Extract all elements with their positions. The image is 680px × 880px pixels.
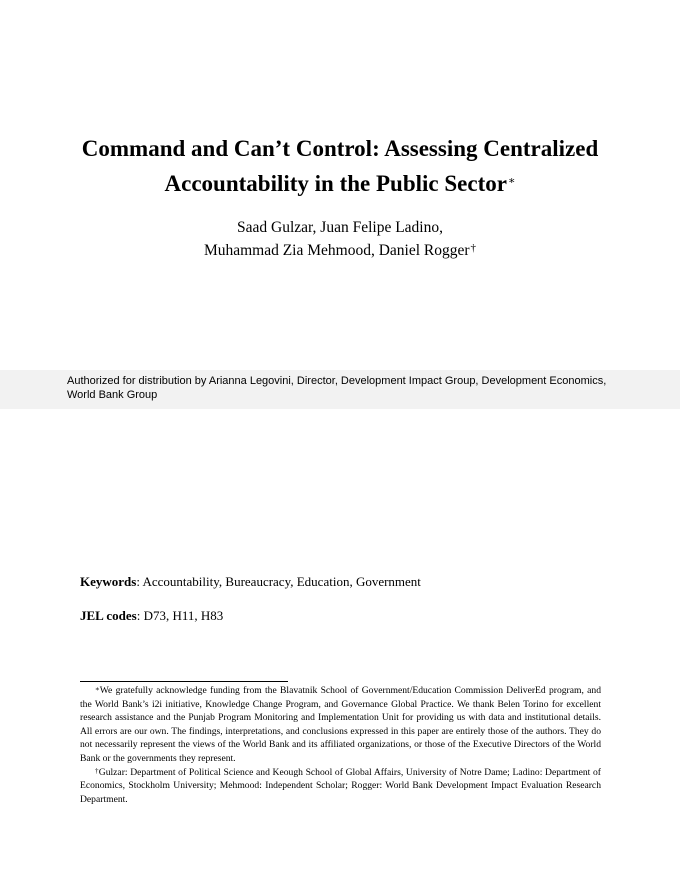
authors-line-2 [40, 239, 640, 262]
footnote-acknowledgement [80, 684, 601, 766]
title-footnote-mark[interactable]: ∗ [507, 175, 516, 187]
title-line-2-text: Accountability in the Public Sector [164, 171, 507, 196]
keywords-value: : Accountability, Bureaucracy, Education, Government [136, 574, 421, 589]
footnote-divider [80, 681, 288, 682]
keywords-line [80, 574, 421, 590]
footnote-2-text: Gulzar: Department of Political Science and Keough School of Global Affairs, University of Notre Dame; Ladino: Department of Economics, Stockholm University; Mehmood: Independent Scholar; Rogger: World Bank Development Impact Evaluation Research Department. [80, 766, 601, 805]
jel-codes-value: : D73, H11, H83 [136, 608, 224, 623]
footnote-affiliations [80, 766, 601, 807]
title-line-2 [40, 166, 640, 201]
distribution-banner [0, 370, 680, 409]
jel-codes-label: JEL codes [80, 608, 137, 623]
paper-title [40, 131, 640, 201]
jel-codes-line [80, 608, 223, 624]
distribution-text: Authorized for distribution by Arianna Legovini, Director, Development Impact Group, Development Economics, World Bank Group [67, 375, 607, 401]
authors-line-2-text: Muhammad Zia Mehmood, Daniel Rogger [203, 242, 470, 259]
authors-footnote-mark[interactable]: † [470, 242, 477, 254]
keywords-label: Keywords [80, 574, 137, 589]
authors-line-1: Saad Gulzar, Juan Felipe Ladino, [237, 219, 443, 236]
author-list [40, 216, 640, 262]
footnote-1-mark: ∗ [95, 685, 100, 693]
footnote-1-text: We gratefully acknowledge funding from the Blavatnik School of Government/Education Commission DeliverEd program, and the World Bank’s i2i initiative, Knowledge Change Program, and Governance Global Practice. We thank Belen Torino for excellent research assistance and the Punjab Program Monitoring and Implementation Unit for providing us with data and institutional details. All errors are our own. The findings, interpretations, and conclusions expressed in this paper are entirely those of the authors. They do not necessarily represent the views of the World Bank and its affiliated organizations, or those of the Executive Directors of the World Bank or the governments they represent. [80, 685, 601, 764]
title-line-1: Command and Can’t Control: Assessing Centralized [81, 136, 599, 161]
footnote-2-mark: † [95, 766, 99, 775]
footnotes [80, 684, 601, 806]
